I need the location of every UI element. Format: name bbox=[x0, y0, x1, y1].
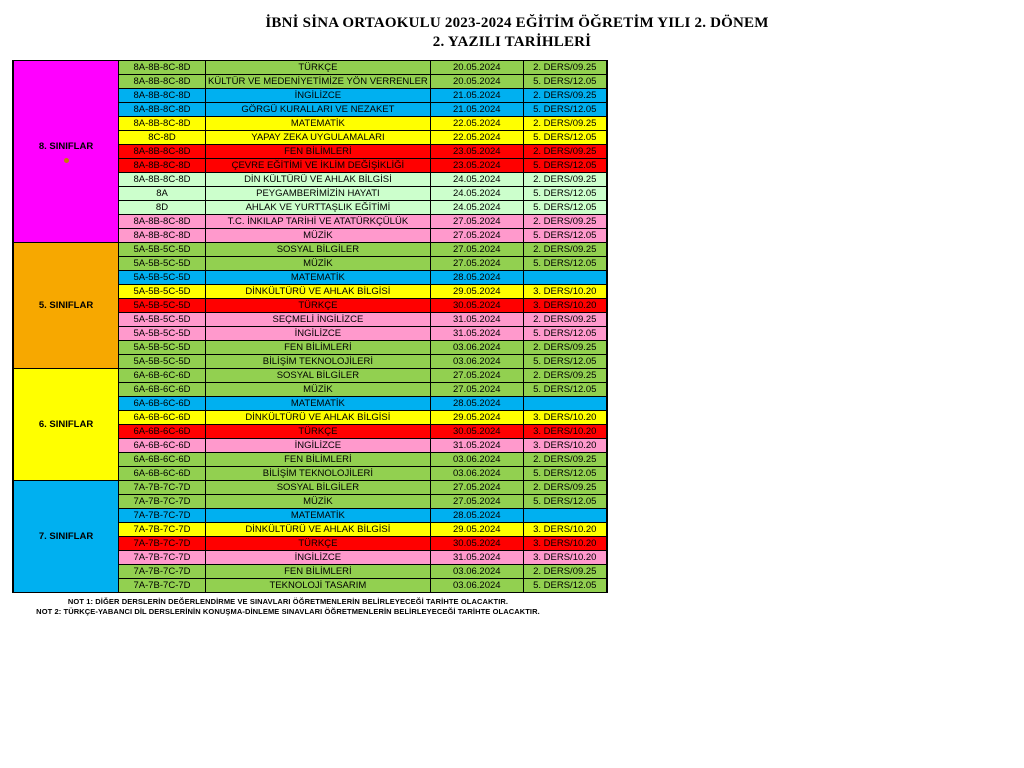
cell-lesson: İNGİLİZCE bbox=[206, 327, 431, 341]
cell-classes: 8A-8B-8C-8D bbox=[119, 173, 206, 187]
cell-hour: 2. DERS/09.25 bbox=[523, 89, 607, 103]
cell-hour: 5. DERS/12.05 bbox=[523, 187, 607, 201]
cell-hour: 5. DERS/12.05 bbox=[523, 383, 607, 397]
cell-classes: 7A-7B-7C-7D bbox=[119, 523, 206, 537]
cell-date: 24.05.2024 bbox=[430, 173, 523, 187]
grade-group-label: 8. SINIFLAR bbox=[13, 61, 119, 243]
cell-classes: 6A-6B-6C-6D bbox=[119, 369, 206, 383]
cell-date: 24.05.2024 bbox=[430, 201, 523, 215]
exam-schedule-table bbox=[12, 60, 608, 593]
cell-date: 27.05.2024 bbox=[430, 215, 523, 229]
cell-date: 23.05.2024 bbox=[430, 145, 523, 159]
cell-lesson: İNGİLİZCE bbox=[206, 551, 431, 565]
cell-classes: 6A-6B-6C-6D bbox=[119, 383, 206, 397]
cell-date: 21.05.2024 bbox=[430, 103, 523, 117]
cell-hour bbox=[523, 509, 607, 523]
cell-classes: 8D bbox=[119, 201, 206, 215]
cell-date: 03.06.2024 bbox=[430, 579, 523, 593]
cell-classes: 5A-5B-5C-5D bbox=[119, 271, 206, 285]
grade-group-label: 5. SINIFLAR bbox=[13, 243, 119, 369]
cell-classes: 5A-5B-5C-5D bbox=[119, 299, 206, 313]
cell-lesson: GÖRGÜ KURALLARI VE NEZAKET bbox=[206, 103, 431, 117]
cell-classes: 8A-8B-8C-8D bbox=[119, 215, 206, 229]
cell-lesson: PEYGAMBERİMİZİN HAYATI bbox=[206, 187, 431, 201]
cell-lesson: KÜLTÜR VE MEDENİYETİMİZE YÖN VERRENLER bbox=[206, 75, 431, 89]
cell-lesson: MATEMATİK bbox=[206, 117, 431, 131]
cell-lesson: TÜRKÇE bbox=[206, 425, 431, 439]
cell-classes: 5A-5B-5C-5D bbox=[119, 355, 206, 369]
cell-date: 30.05.2024 bbox=[430, 537, 523, 551]
cell-date: 28.05.2024 bbox=[430, 509, 523, 523]
cell-date: 28.05.2024 bbox=[430, 397, 523, 411]
cell-hour: 5. DERS/12.05 bbox=[523, 355, 607, 369]
cell-classes: 5A-5B-5C-5D bbox=[119, 313, 206, 327]
cell-date: 27.05.2024 bbox=[430, 369, 523, 383]
cell-date: 31.05.2024 bbox=[430, 439, 523, 453]
cell-date: 22.05.2024 bbox=[430, 117, 523, 131]
cell-hour: 3. DERS/10.20 bbox=[523, 523, 607, 537]
cell-hour: 2. DERS/09.25 bbox=[523, 145, 607, 159]
document-title bbox=[0, 0, 1024, 52]
cell-lesson: FEN BİLİMLERİ bbox=[206, 453, 431, 467]
cell-hour: 3. DERS/10.20 bbox=[523, 551, 607, 565]
cell-hour: 3. DERS/10.20 bbox=[523, 299, 607, 313]
cell-lesson: TÜRKÇE bbox=[206, 299, 431, 313]
cell-lesson: DİNKÜLTÜRÜ VE AHLAK BİLGİSİ bbox=[206, 523, 431, 537]
cell-classes: 7A-7B-7C-7D bbox=[119, 481, 206, 495]
cell-hour: 2. DERS/09.25 bbox=[523, 117, 607, 131]
cell-hour: 5. DERS/12.05 bbox=[523, 75, 607, 89]
cell-classes: 5A-5B-5C-5D bbox=[119, 285, 206, 299]
cell-date: 27.05.2024 bbox=[430, 481, 523, 495]
cell-lesson: İNGİLİZCE bbox=[206, 439, 431, 453]
cell-hour: 5. DERS/12.05 bbox=[523, 495, 607, 509]
cell-classes: 8C-8D bbox=[119, 131, 206, 145]
cell-lesson: YAPAY ZEKA UYGULAMALARI bbox=[206, 131, 431, 145]
cell-date: 03.06.2024 bbox=[430, 355, 523, 369]
cell-lesson: MATEMATİK bbox=[206, 509, 431, 523]
cell-lesson: DİNKÜLTÜRÜ VE AHLAK BİLGİSİ bbox=[206, 285, 431, 299]
cell-date: 20.05.2024 bbox=[430, 75, 523, 89]
cell-lesson: TEKNOLOJİ TASARIM bbox=[206, 579, 431, 593]
cell-classes: 7A-7B-7C-7D bbox=[119, 537, 206, 551]
cell-hour: 2. DERS/09.25 bbox=[523, 369, 607, 383]
cell-classes: 5A-5B-5C-5D bbox=[119, 257, 206, 271]
cell-date: 31.05.2024 bbox=[430, 313, 523, 327]
cell-lesson: MÜZİK bbox=[206, 229, 431, 243]
cell-hour: 5. DERS/12.05 bbox=[523, 131, 607, 145]
cell-hour: 3. DERS/10.20 bbox=[523, 537, 607, 551]
cell-lesson: FEN BİLİMLERİ bbox=[206, 145, 431, 159]
cell-date: 27.05.2024 bbox=[430, 257, 523, 271]
cell-date: 22.05.2024 bbox=[430, 131, 523, 145]
cell-classes: 8A-8B-8C-8D bbox=[119, 75, 206, 89]
cell-date: 03.06.2024 bbox=[430, 453, 523, 467]
cell-date: 03.06.2024 bbox=[430, 565, 523, 579]
cell-classes: 8A-8B-8C-8D bbox=[119, 159, 206, 173]
cell-classes: 8A-8B-8C-8D bbox=[119, 229, 206, 243]
cell-date: 24.05.2024 bbox=[430, 187, 523, 201]
note-2: NOT 2: TÜRKÇE-YABANCI DİL DERSLERİNİN KONUŞMA-DİNLEME SINAVLARI ÖĞRETMENLERİN BELİRLEYECEĞİ TARİHTE OLACAKTIR. bbox=[36, 607, 540, 616]
cell-classes: 7A-7B-7C-7D bbox=[119, 509, 206, 523]
cell-hour: 5. DERS/12.05 bbox=[523, 159, 607, 173]
cell-lesson: ÇEVRE EĞİTİMİ VE İKLİM DEĞİŞİKLİĞİ bbox=[206, 159, 431, 173]
cell-date: 21.05.2024 bbox=[430, 89, 523, 103]
cell-lesson: BİLİŞİM TEKNOLOJİLERİ bbox=[206, 467, 431, 481]
table-row bbox=[13, 369, 607, 383]
cell-lesson: MATEMATİK bbox=[206, 397, 431, 411]
cell-classes: 8A-8B-8C-8D bbox=[119, 89, 206, 103]
cell-lesson: TÜRKÇE bbox=[206, 537, 431, 551]
cell-lesson: DİNKÜLTÜRÜ VE AHLAK BİLGİSİ bbox=[206, 411, 431, 425]
cell-hour: 2. DERS/09.25 bbox=[523, 215, 607, 229]
bullet-marker-icon bbox=[64, 158, 69, 163]
cell-classes: 6A-6B-6C-6D bbox=[119, 397, 206, 411]
cell-classes: 5A-5B-5C-5D bbox=[119, 341, 206, 355]
cell-hour: 3. DERS/10.20 bbox=[523, 439, 607, 453]
cell-date: 03.06.2024 bbox=[430, 467, 523, 481]
cell-lesson: BİLİŞİM TEKNOLOJİLERİ bbox=[206, 355, 431, 369]
cell-lesson: TÜRKÇE bbox=[206, 61, 431, 75]
cell-classes: 6A-6B-6C-6D bbox=[119, 453, 206, 467]
cell-classes: 7A-7B-7C-7D bbox=[119, 495, 206, 509]
cell-hour: 3. DERS/10.20 bbox=[523, 425, 607, 439]
cell-classes: 7A-7B-7C-7D bbox=[119, 579, 206, 593]
cell-date: 30.05.2024 bbox=[430, 299, 523, 313]
note-1: NOT 1: DİĞER DERSLERİN DEĞERLENDİRME VE SINAVLARI ÖĞRETMENLERİN BELİRLEYECEĞİ TARİHTE OLACAKTIR. bbox=[67, 597, 509, 606]
cell-hour: 5. DERS/12.05 bbox=[523, 201, 607, 215]
cell-date: 29.05.2024 bbox=[430, 285, 523, 299]
cell-lesson: FEN BİLİMLERİ bbox=[206, 341, 431, 355]
cell-lesson: AHLAK VE YURTTAŞLIK EĞİTİMİ bbox=[206, 201, 431, 215]
cell-classes: 8A-8B-8C-8D bbox=[119, 61, 206, 75]
cell-date: 27.05.2024 bbox=[430, 243, 523, 257]
table-row bbox=[13, 61, 607, 75]
grade-group-label: 6. SINIFLAR bbox=[13, 369, 119, 481]
cell-date: 27.05.2024 bbox=[430, 495, 523, 509]
cell-hour: 2. DERS/09.25 bbox=[523, 313, 607, 327]
cell-date: 31.05.2024 bbox=[430, 327, 523, 341]
cell-hour: 5. DERS/12.05 bbox=[523, 579, 607, 593]
cell-lesson: FEN BİLİMLERİ bbox=[206, 565, 431, 579]
cell-lesson: SEÇMELİ İNGİLİZCE bbox=[206, 313, 431, 327]
table-row bbox=[13, 481, 607, 495]
cell-date: 28.05.2024 bbox=[430, 271, 523, 285]
cell-date: 20.05.2024 bbox=[430, 61, 523, 75]
cell-classes: 6A-6B-6C-6D bbox=[119, 411, 206, 425]
cell-classes: 5A-5B-5C-5D bbox=[119, 327, 206, 341]
cell-date: 29.05.2024 bbox=[430, 411, 523, 425]
cell-hour: 5. DERS/12.05 bbox=[523, 327, 607, 341]
cell-hour: 5. DERS/12.05 bbox=[523, 257, 607, 271]
grade-group-label: 7. SINIFLAR bbox=[13, 481, 119, 593]
cell-date: 30.05.2024 bbox=[430, 425, 523, 439]
cell-hour: 2. DERS/09.25 bbox=[523, 61, 607, 75]
cell-lesson: MÜZİK bbox=[206, 495, 431, 509]
cell-lesson: MÜZİK bbox=[206, 383, 431, 397]
cell-classes: 6A-6B-6C-6D bbox=[119, 425, 206, 439]
cell-lesson: SOSYAL BİLGİLER bbox=[206, 243, 431, 257]
cell-hour: 3. DERS/10.20 bbox=[523, 411, 607, 425]
cell-classes: 7A-7B-7C-7D bbox=[119, 551, 206, 565]
cell-date: 27.05.2024 bbox=[430, 229, 523, 243]
cell-hour: 2. DERS/09.25 bbox=[523, 341, 607, 355]
cell-classes: 7A-7B-7C-7D bbox=[119, 565, 206, 579]
cell-hour: 2. DERS/09.25 bbox=[523, 243, 607, 257]
cell-classes: 5A-5B-5C-5D bbox=[119, 243, 206, 257]
cell-hour bbox=[523, 271, 607, 285]
cell-date: 31.05.2024 bbox=[430, 551, 523, 565]
cell-classes: 8A-8B-8C-8D bbox=[119, 103, 206, 117]
table-row bbox=[13, 243, 607, 257]
cell-classes: 8A-8B-8C-8D bbox=[119, 117, 206, 131]
cell-hour: 5. DERS/12.05 bbox=[523, 103, 607, 117]
cell-hour: 2. DERS/09.25 bbox=[523, 173, 607, 187]
title-line-1: İBNİ SİNA ORTAOKULU 2023-2024 EĞİTİM ÖĞRETİM YILI 2. DÖNEM bbox=[265, 15, 769, 31]
cell-hour: 3. DERS/10.20 bbox=[523, 285, 607, 299]
cell-lesson: İNGİLİZCE bbox=[206, 89, 431, 103]
cell-date: 27.05.2024 bbox=[430, 383, 523, 397]
cell-hour: 2. DERS/09.25 bbox=[523, 453, 607, 467]
cell-lesson: SOSYAL BİLGİLER bbox=[206, 481, 431, 495]
cell-hour: 5. DERS/12.05 bbox=[523, 467, 607, 481]
cell-date: 29.05.2024 bbox=[430, 523, 523, 537]
cell-hour: 2. DERS/09.25 bbox=[523, 565, 607, 579]
cell-hour: 5. DERS/12.05 bbox=[523, 229, 607, 243]
notes-block bbox=[12, 597, 564, 617]
cell-lesson: T.C. İNKILAP TARİHİ VE ATATÜRKÇÜLÜK bbox=[206, 215, 431, 229]
cell-lesson: MÜZİK bbox=[206, 257, 431, 271]
cell-lesson: SOSYAL BİLGİLER bbox=[206, 369, 431, 383]
cell-hour bbox=[523, 397, 607, 411]
cell-classes: 6A-6B-6C-6D bbox=[119, 439, 206, 453]
cell-lesson: DİN KÜLTÜRÜ VE AHLAK BİLGİSİ bbox=[206, 173, 431, 187]
title-line-2: 2. YAZILI TARİHLERİ bbox=[432, 34, 592, 50]
cell-classes: 8A-8B-8C-8D bbox=[119, 145, 206, 159]
cell-hour: 2. DERS/09.25 bbox=[523, 481, 607, 495]
cell-lesson: MATEMATİK bbox=[206, 271, 431, 285]
cell-date: 03.06.2024 bbox=[430, 341, 523, 355]
cell-date: 23.05.2024 bbox=[430, 159, 523, 173]
cell-classes: 8A bbox=[119, 187, 206, 201]
cell-classes: 6A-6B-6C-6D bbox=[119, 467, 206, 481]
